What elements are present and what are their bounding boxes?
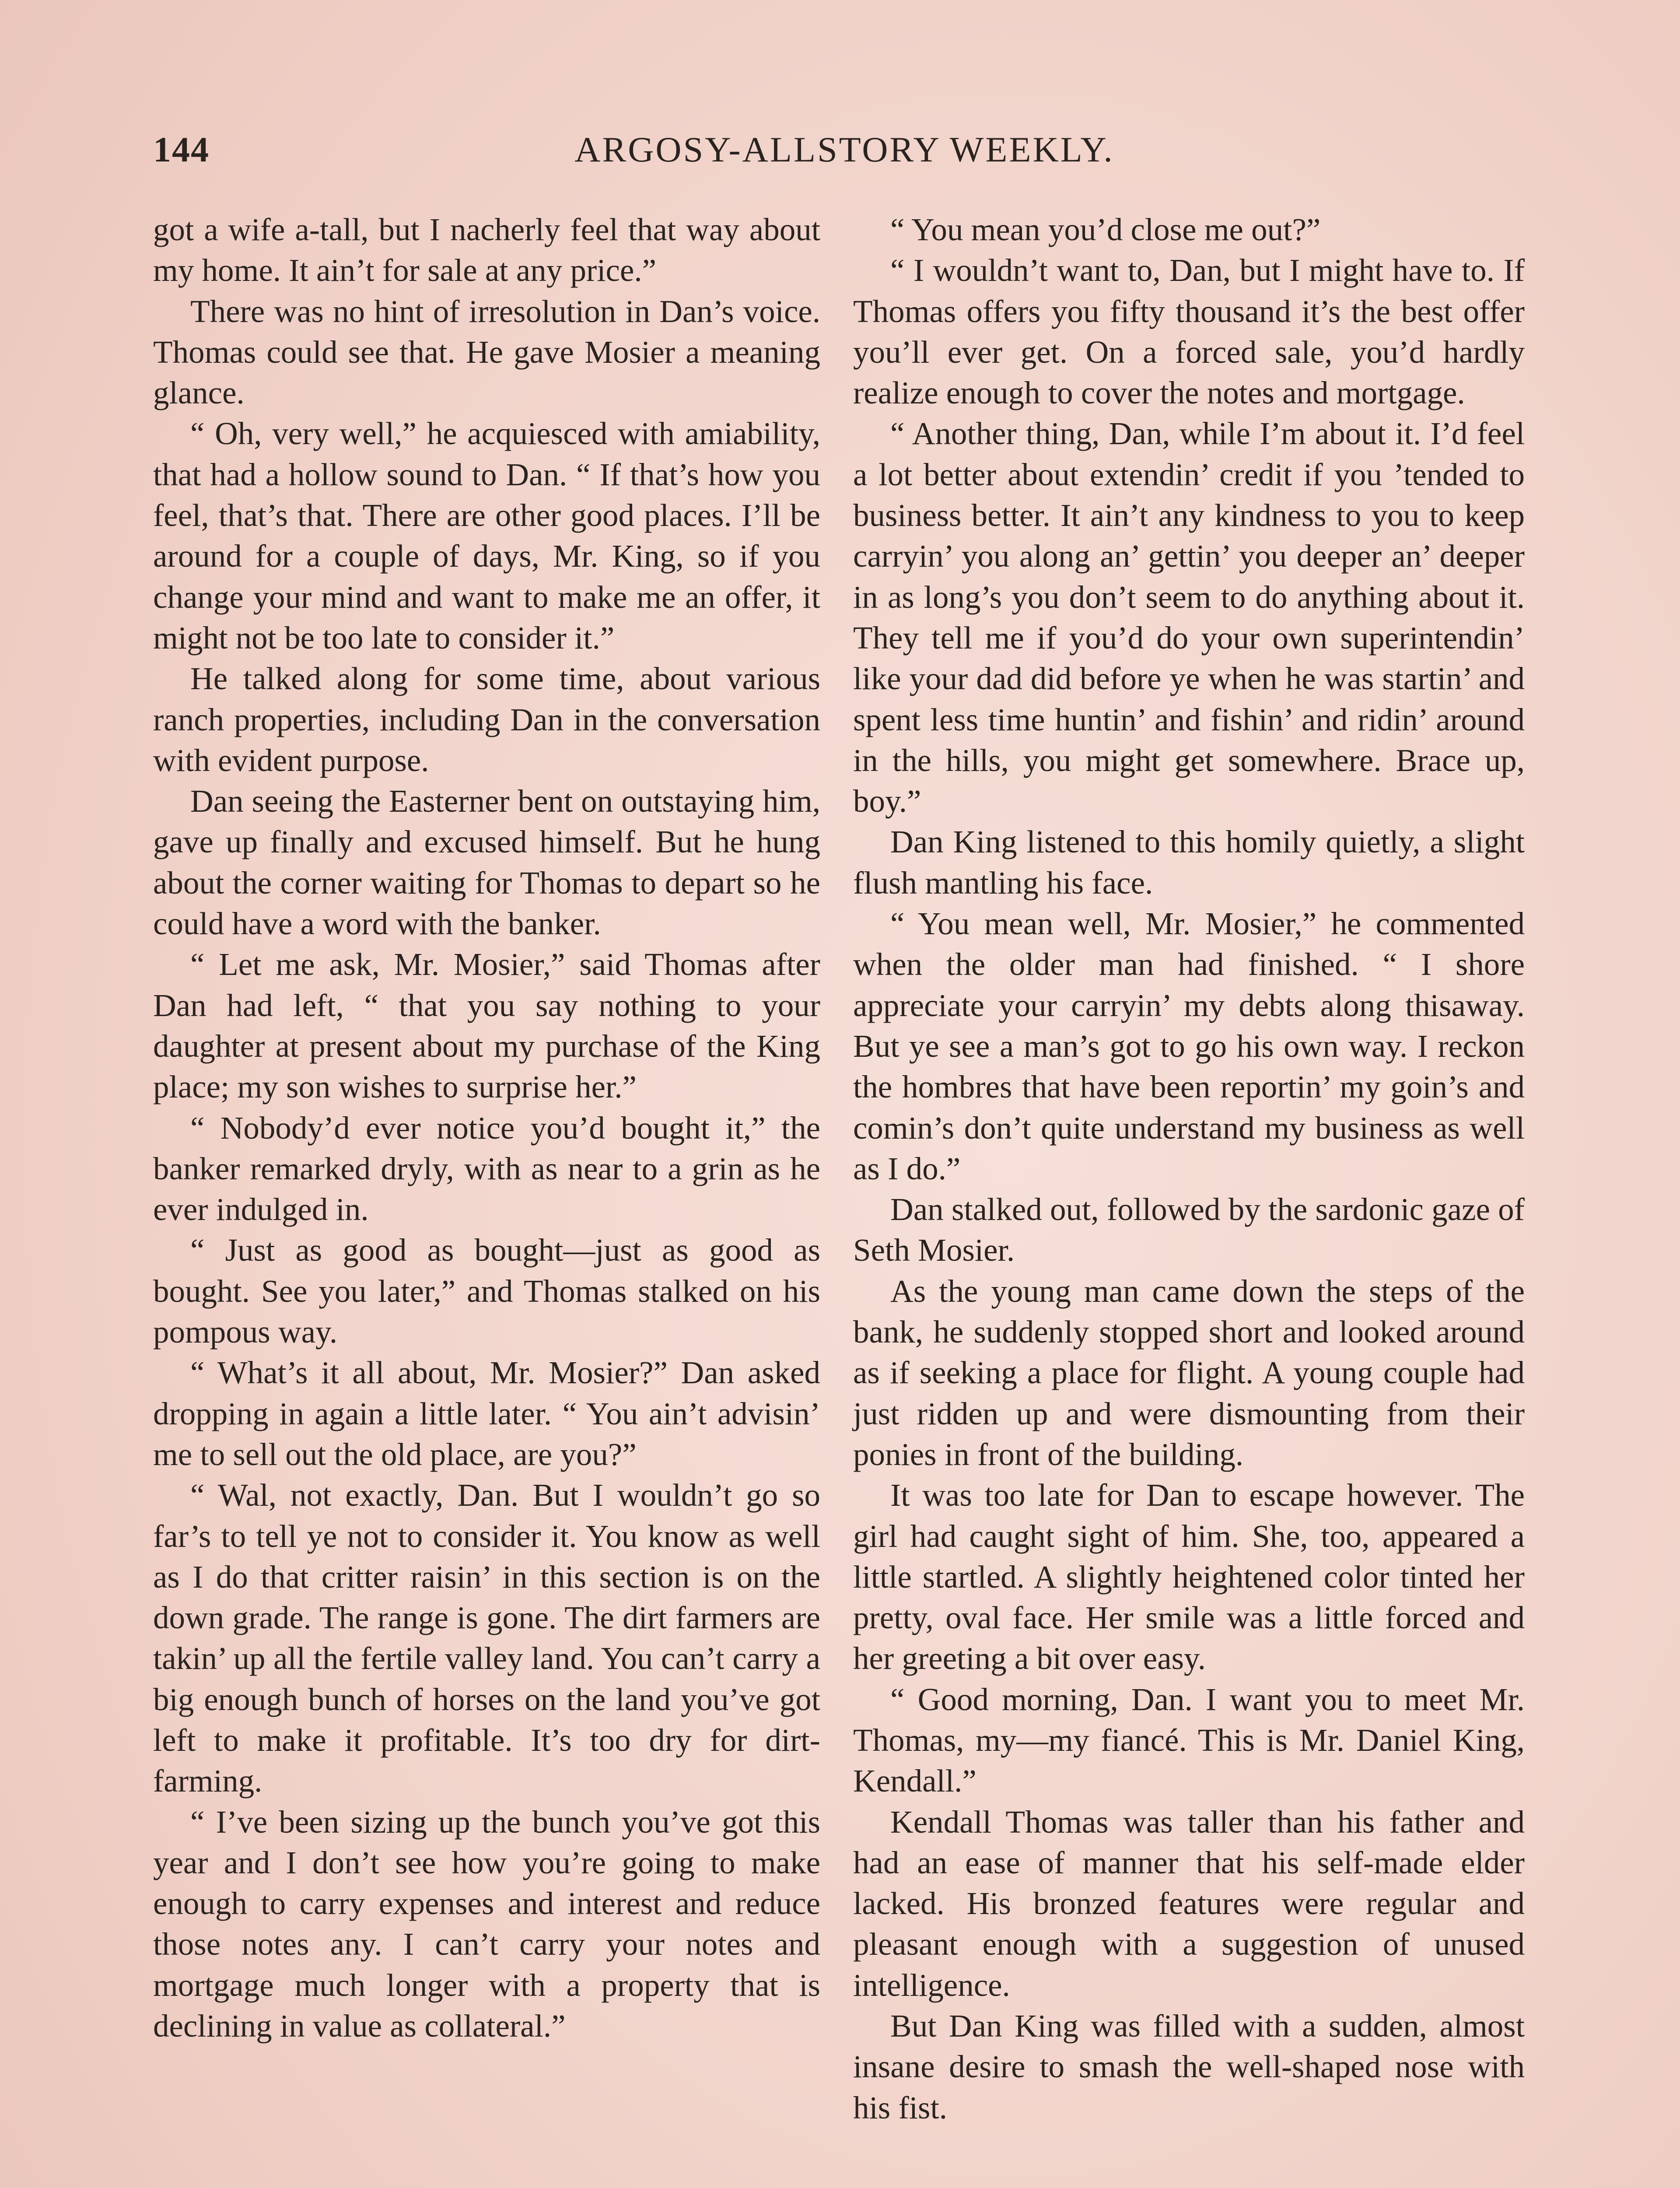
paragraph: “ Good morning, Dan. I want you to meet Mr. Thomas, my—my fiancé. This is Mr. Daniel King, Kendall.” bbox=[853, 1681, 1525, 1799]
running-title: ARGOSY-ALLSTORY WEEKLY. bbox=[574, 130, 1114, 169]
paragraph: “ Another thing, Dan, while I’m about it. I’d feel a lot better about extendin’ credit if you ’tended to business better. It ain’t any kindness to you to keep carryin’ you along an’ gettin’ you deeper an’ deeper in as long’s you don’t seem to do anything about it. They tell me if you’d do your own superintendin’ like your dad did before ye when he was startin’ and spent less time huntin’ and fishin’ and ridin’ around in the hills, you might get somewhere. Brace up, boy.” bbox=[853, 416, 1525, 819]
paragraph: “ Nobody’d ever notice you’d bought it,” the banker remarked dryly, with as near to a grin as he ever indulged in. bbox=[153, 1110, 820, 1227]
paragraph: Dan stalked out, followed by the sardonic gaze of Seth Mosier. bbox=[853, 1192, 1525, 1268]
right-column bbox=[853, 209, 1525, 2128]
paragraph: “ I’ve been sizing up the bunch you’ve got this year and I don’t see how you’re going to make enough to carry expenses and interest and reduce those notes any. I can’t carry your notes and mortgage much longer with a property that is declining in value as collateral.” bbox=[153, 1804, 820, 2044]
paragraph: got a wife a-tall, but I nacherly feel that way about my home. It ain’t for sale at any price.” bbox=[153, 212, 820, 288]
paragraph: “ Let me ask, Mr. Mosier,” said Thomas after Dan had left, “ that you say nothing to your daughter at present about my purchase of the King place; my son wishes to surprise her.” bbox=[153, 947, 820, 1105]
page-number: 144 bbox=[153, 130, 210, 169]
paragraph: But Dan King was filled with a sudden, almost insane desire to smash the well-shaped nose with his fist. bbox=[853, 2008, 1525, 2125]
paragraph: Kendall Thomas was taller than his father and had an ease of manner that his self-made elder lacked. His bronzed features were regular and pleasant enough with a suggestion of unused intelligence. bbox=[853, 1804, 1525, 2003]
paragraph: “ Just as good as bought—just as good as bought. See you later,” and Thomas stalked on his pompous way. bbox=[153, 1232, 820, 1350]
paragraph: “ Wal, not exactly, Dan. But I wouldn’t go so far’s to tell ye not to consider it. You know as well as I do that critter raisin’ in this section is on the down grade. The range is gone. The dirt farmers are takin’ up all the fertile valley land. You can’t carry a big enough bunch of horses on the land you’ve got left to make it profitable. It’s too dry for dirt-farming. bbox=[153, 1477, 820, 1799]
paragraph: There was no hint of irresolution in Dan’s voice. Thomas could see that. He gave Mosier a meaning glance. bbox=[153, 293, 820, 411]
paragraph: As the young man came down the steps of the bank, he suddenly stopped short and looked around as if seeking a place for flight. A young couple had just ridden up and were dismounting from their ponies in front of the building. bbox=[853, 1273, 1525, 1472]
page-header bbox=[153, 129, 1536, 182]
paragraph: Dan seeing the Easterner bent on outstaying him, gave up finally and excused himself. But he hung about the corner waiting for Thomas to depart so he could have a word with the banker. bbox=[153, 783, 820, 942]
paragraph: “ I wouldn’t want to, Dan, but I might have to. If Thomas offers you fifty thousand it’s the best offer you’ll ever get. On a forced sale, you’d hardly realize enough to cover the notes and mortgage. bbox=[853, 252, 1525, 411]
paragraph: “ What’s it all about, Mr. Mosier?” Dan asked dropping in again a little later. “ You ain’t advisin’ me to sell out the old place, are you?” bbox=[153, 1355, 820, 1472]
paragraph: Dan King listened to this homily quietly, a slight flush mantling his face. bbox=[853, 824, 1525, 901]
left-column bbox=[153, 209, 820, 2046]
paragraph: It was too late for Dan to escape however. The girl had caught sight of him. She, too, appeared a little startled. A slightly heightened color tinted her pretty, oval face. Her smile was a little forced and her greeting a bit over easy. bbox=[853, 1477, 1525, 1676]
paragraph: “ You mean you’d close me out?” bbox=[890, 212, 1321, 247]
paragraph: “ You mean well, Mr. Mosier,” he commented when the older man had finished. “ I shore appreciate your carryin’ my debts along thisaway. But ye see a man’s got to go his own way. I reckon the hombres that have been reportin’ my goin’s and comin’s don’t quite understand my business as well as I do.” bbox=[853, 906, 1525, 1186]
paragraph: “ Oh, very well,” he acquiesced with amiability, that had a hollow sound to Dan. “ If that’s how you feel, that’s that. There are other good places. I’ll be around for a couple of days, Mr. King, so if you change your mind and want to make me an offer, it might not be too late to consider it.” bbox=[153, 416, 820, 656]
paragraph: He talked along for some time, about various ranch properties, including Dan in the conversation with evident purpose. bbox=[153, 661, 820, 778]
